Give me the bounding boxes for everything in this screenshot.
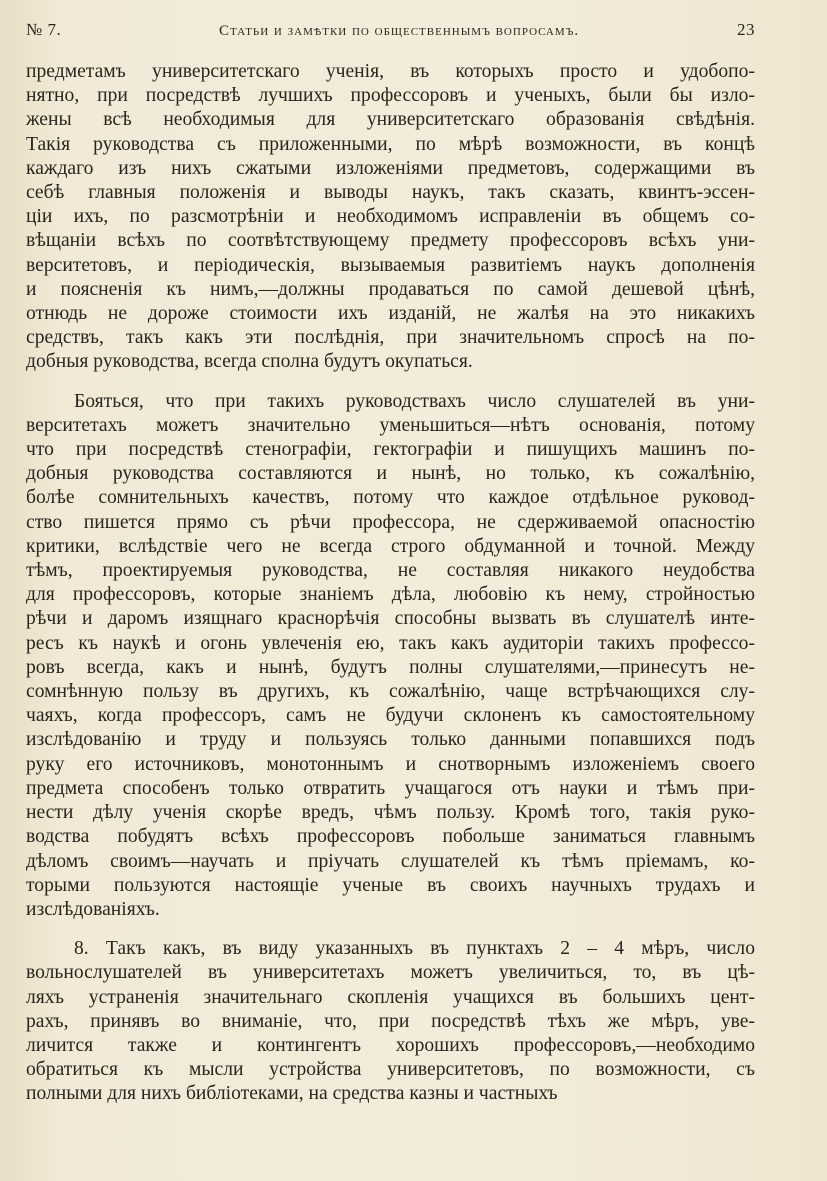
- text-line: ляхъ устраненія значительнаго скопленія учащихся въ большихъ цент-: [26, 986, 755, 1008]
- text-line: жены всѣ необходимыя для университетскаго образованія свѣдѣнія.: [26, 109, 755, 131]
- text-line: добныя руководства составляются и нынѣ, но только, къ сожалѣнію,: [26, 463, 755, 485]
- issue-number: № 7.: [26, 20, 62, 39]
- text-line: 8. Такъ какъ, въ виду указанныхъ въ пунктахъ 2 – 4 мѣръ, число: [74, 938, 755, 960]
- text-line: предметамъ университетскаго ученія, въ которыхъ просто и удобопо-: [26, 61, 755, 82]
- text-line: водства побудятъ всѣхъ профессоровъ побольше заниматься главнымъ: [26, 826, 755, 848]
- text-line: Такія руководства съ приложенными, по мѣрѣ возможности, въ концѣ: [26, 133, 755, 155]
- text-line: изслѣдованію и труду и пользуясь только данными попавшихся подъ: [26, 729, 755, 751]
- text-line: предмета способенъ только отвратить учащагося отъ науки и тѣмъ при-: [26, 777, 755, 799]
- paragraph: [26, 60, 755, 375]
- text-line: вѣщаніи всѣхъ по соотвѣтствующему предмету профессоровъ всѣхъ уни-: [26, 230, 755, 252]
- text-line: добныя руководства, всегда сполна будутъ окупаться.: [26, 351, 473, 373]
- text-line: каждаго изъ нихъ сжатыми изложеніями предметовъ, содержащими въ: [26, 157, 755, 179]
- text-line: Бояться, что при такихъ руководствахъ число слушателей въ уни-: [74, 390, 755, 412]
- text-line: болѣе сомнительныхъ качествъ, потому что каждое отдѣльное руковод-: [26, 487, 755, 509]
- text-line: изслѣдованіяхъ.: [26, 898, 160, 920]
- text-line: торыми пользуются настоящіе ученые въ своихъ научныхъ трудахъ и: [26, 874, 755, 896]
- text-line: критики, вслѣдствіе чего не всегда строго обдуманной и точной. Между: [26, 535, 755, 557]
- text-line: полными для нихъ библіотеками, на средства казны и частныхъ: [26, 1083, 558, 1105]
- text-line: что при посредствѣ стенографіи, гектографіи и пишущихъ машинъ по-: [26, 439, 755, 461]
- text-line: ціи ихъ, по разсмотрѣніи и необходимомъ исправленіи въ общемъ со-: [26, 206, 755, 228]
- paragraph: [26, 937, 755, 1106]
- text-line: вольнослушателей въ университетахъ можетъ увеличиться, то, въ цѣ-: [26, 962, 755, 984]
- text-line: средствъ, такъ какъ эти послѣднія, при значительномъ спросѣ на по-: [26, 327, 755, 349]
- text-line: рѣчи и даромъ изящнаго краснорѣчія способны вызвать въ слушателѣ инте-: [26, 608, 755, 630]
- text-line: верситетовъ, и періодическія, вызываемыя развитіемъ наукъ дополненія: [26, 254, 755, 276]
- text-line: тѣмъ, проектируемыя руководства, не составляя никакого неудобства: [26, 560, 755, 582]
- text-line: нести дѣлу ученія скорѣе вредъ, чѣмъ пользу. Кромѣ того, такія руко-: [26, 802, 755, 824]
- text-line: дѣломъ своимъ—научать и пріучать слушателей къ тѣмъ пріемамъ, ко-: [26, 850, 755, 872]
- text-line: рахъ, принявъ во вниманіе, что, при посредствѣ тѣхъ же мѣръ, уве-: [26, 1010, 755, 1032]
- text-line: верситетахъ можетъ значительно уменьшиться—нѣтъ основанія, потому: [26, 414, 755, 436]
- page-number: 23: [737, 20, 755, 39]
- body-text: [26, 60, 755, 1107]
- paragraph: [26, 390, 755, 922]
- text-line: сомнѣнную пользу въ другихъ, къ сожалѣнію, чаще встрѣчающихся слу-: [26, 681, 755, 703]
- running-title: Статьи и замѣтки по общественнымъ вопросамъ.: [219, 23, 580, 39]
- text-line: нятно, при посредствѣ лучшихъ профессоровъ и ученыхъ, были бы изло-: [26, 85, 755, 107]
- text-line: руку его источниковъ, монотоннымъ и снотворнымъ изложеніемъ своего: [26, 753, 755, 775]
- text-line: личится также и контингентъ хорошихъ профессоровъ,—необходимо: [26, 1034, 755, 1056]
- text-line: и поясненія къ нимъ,—должны продаваться по самой дешевой цѣнѣ,: [26, 278, 755, 300]
- text-line: себѣ главныя положенія и выводы наукъ, такъ сказать, квинтъ-эссен-: [26, 182, 755, 204]
- text-line: ство пишется прямо съ рѣчи профессора, не сдерживаемой опасностію: [26, 511, 755, 533]
- text-line: ресъ къ наукѣ и огонь увлеченія ею, такъ какъ аудиторіи такихъ профессо-: [26, 632, 755, 654]
- text-line: отнюдь не дороже стоимости ихъ изданій, не жалѣя на это никакихъ: [26, 303, 755, 325]
- text-line: чаяхъ, когда профессоръ, самъ не будучи склоненъ къ самостоятельному: [26, 705, 755, 727]
- page-header: [26, 20, 755, 48]
- text-line: ровъ всегда, какъ и нынѣ, будутъ полны слушателями,—принесутъ не-: [26, 656, 755, 678]
- text-line: для профессоровъ, которые знаніемъ дѣла, любовію къ нему, стройностью: [26, 584, 755, 606]
- text-line: обратиться къ мысли устройства университетовъ, по возможности, съ: [26, 1059, 755, 1081]
